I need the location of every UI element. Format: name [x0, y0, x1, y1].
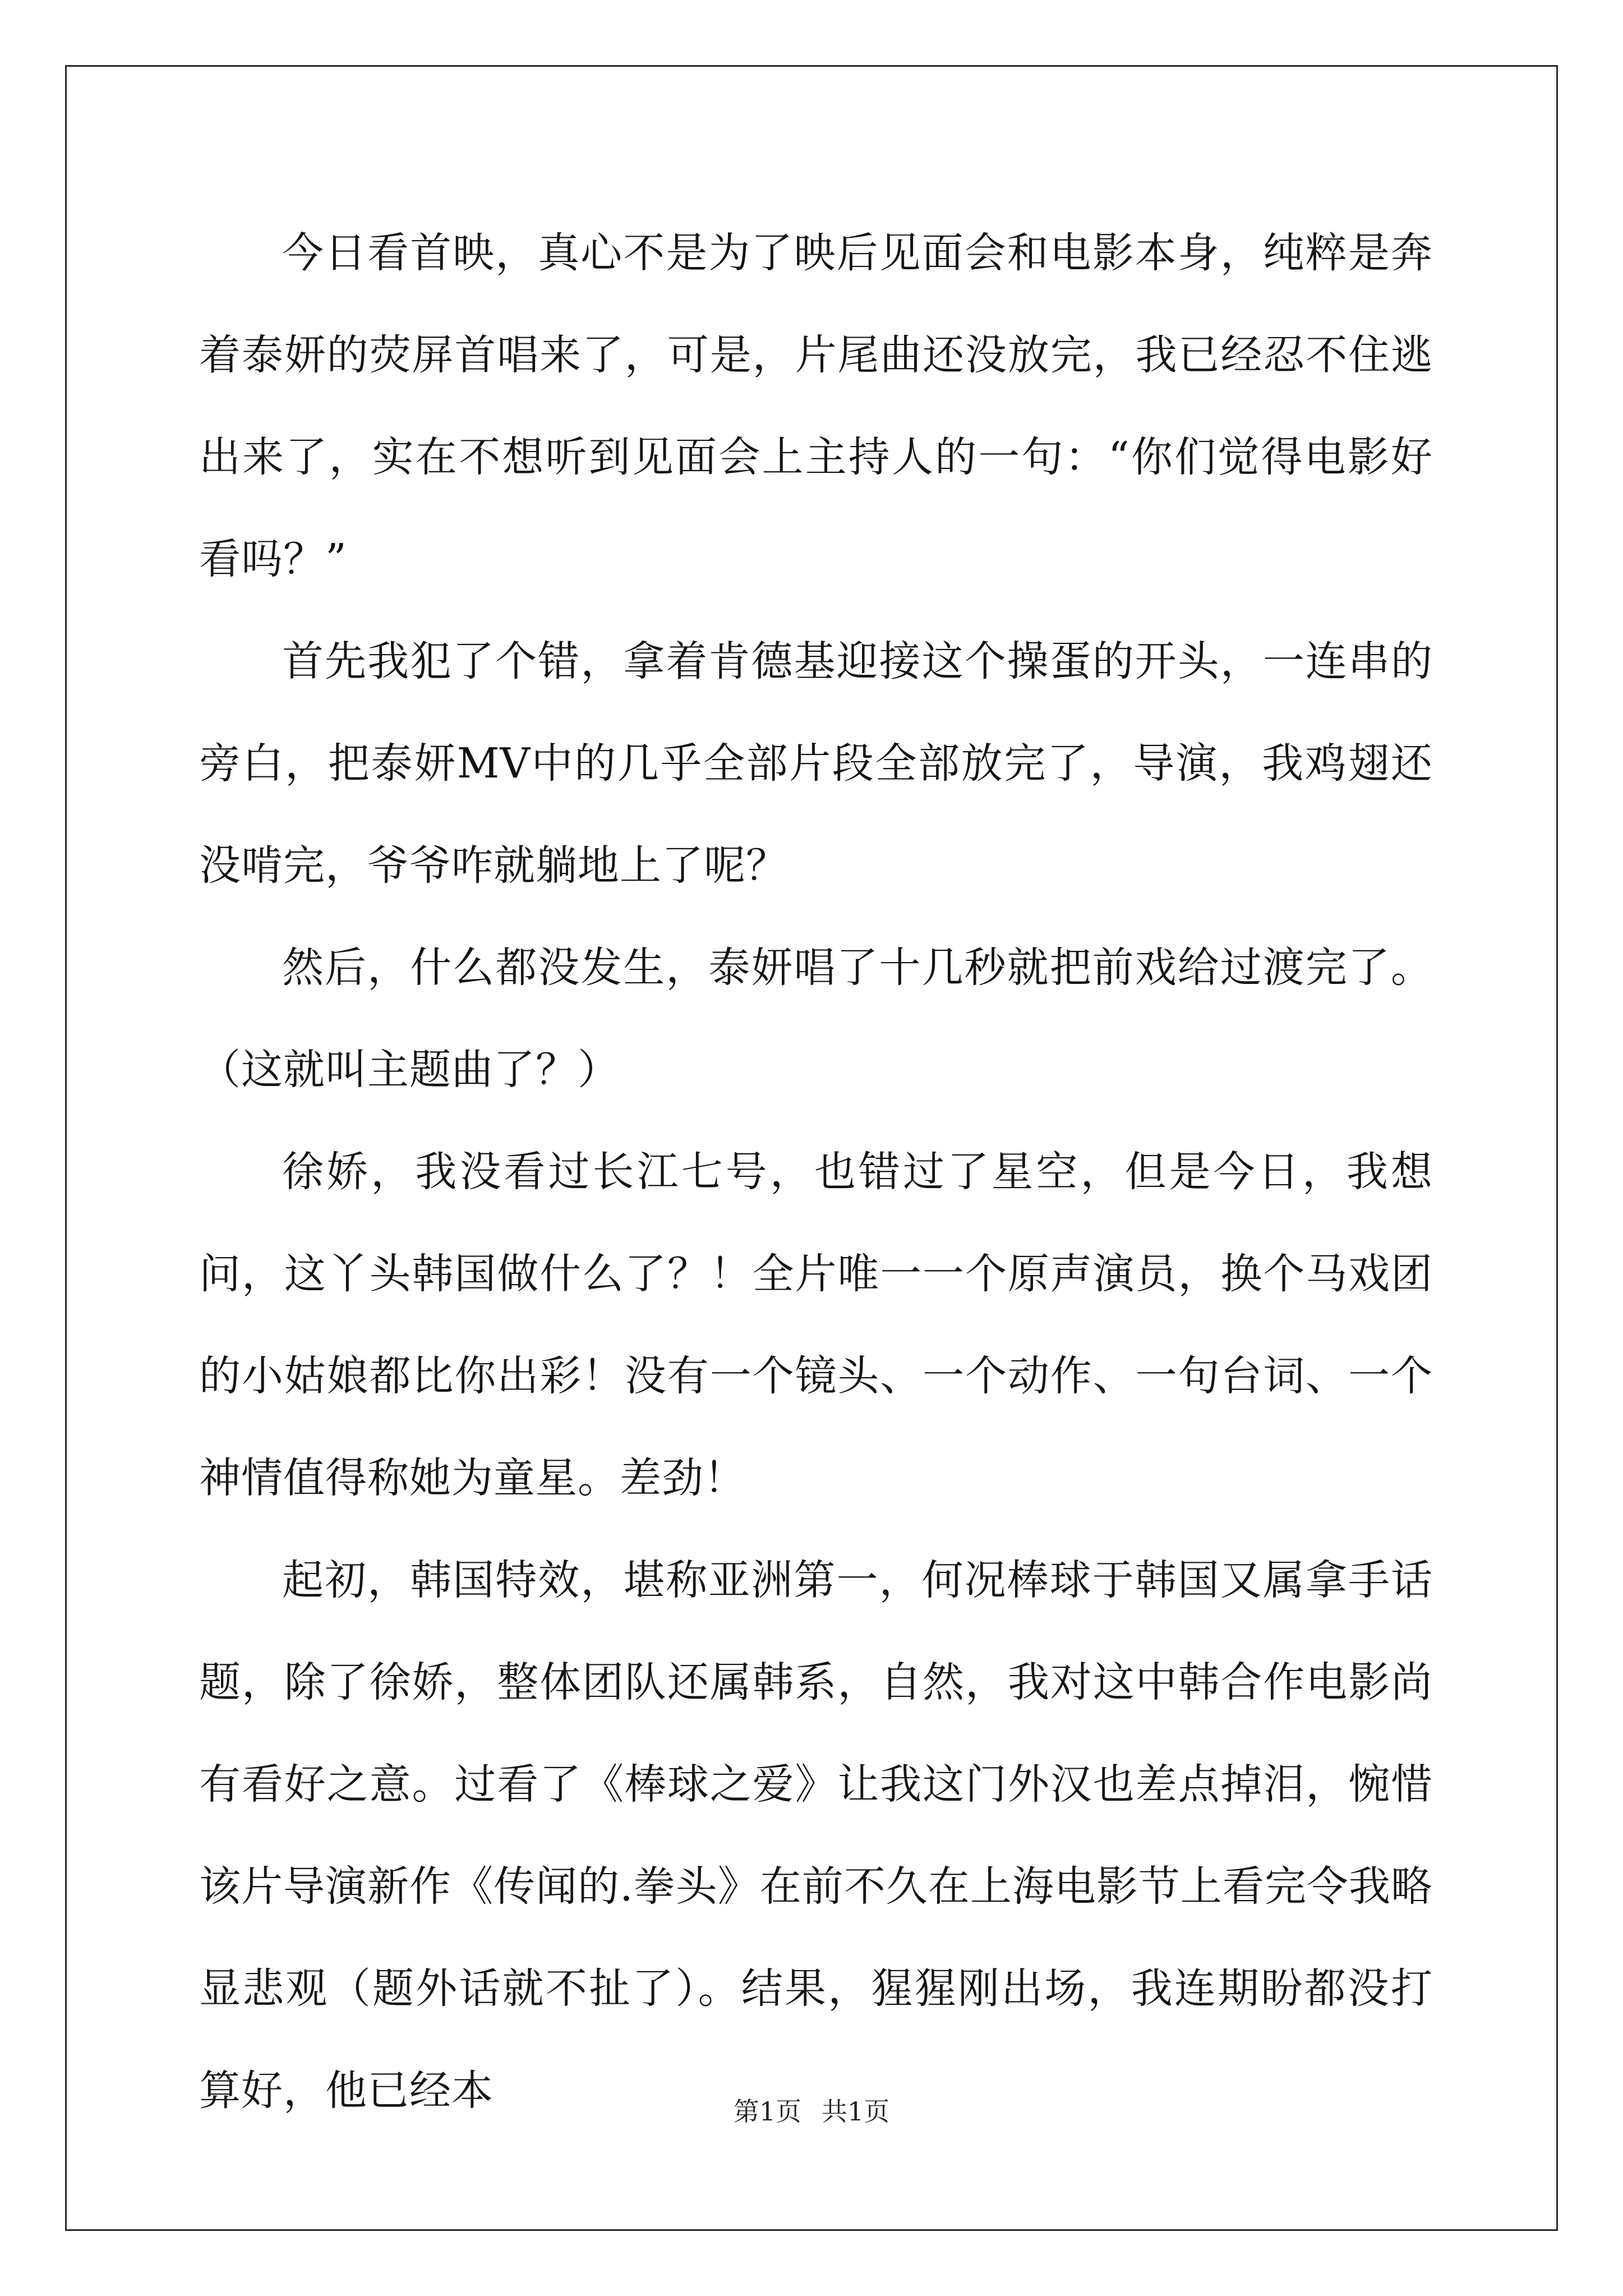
paragraph-5: 起初，韩国特效，堪称亚洲第一，何况棒球于韩国又属拿手话题，除了徐娇，整体团队还属韩系，自然，我对这中韩合作电影尚有看好之意。过看了《棒球之爱》让我这门外汉也差点掉泪，惋惜该片导演新作《传闻的.拳头》在前不久在上海电影节上看完令我略显悲观（题外话就不扯了）。结果，猩猩刚出场，我连期盼都没打算好，他已经本 [199, 1556, 1433, 2115]
paragraph-3: 然后，什么都没发生，泰妍唱了十几秒就把前戏给过渡完了。（这就叫主题曲了？） [199, 944, 1433, 1094]
paragraph-2: 首先我犯了个错，拿着肯德基迎接这个操蛋的开头，一连串的旁白，把泰妍MV中的几乎全部片段全部放完了，导演，我鸡翅还没啃完，爷爷咋就躺地上了呢？ [199, 637, 1433, 890]
paragraph-1: 今日看首映，真心不是为了映后见面会和电影本身，纯粹是奔着泰妍的荧屏首唱来了，可是，片尾曲还没放完，我已经忍不住逃出来了，实在不想听到见面会上主持人的一句：“你们觉得电影好看吗？” [199, 229, 1433, 583]
page-number: 第1页 [733, 2096, 801, 2127]
page-footer [0, 2091, 1623, 2128]
document-body [199, 202, 1433, 2142]
page-total: 共1页 [822, 2096, 890, 2127]
paragraph-4: 徐娇，我没看过长江七号，也错过了星空，但是今日，我想问，这丫头韩国做什么了？！全片唯一一个原声演员，换个马戏团的小姑娘都比你出彩！没有一个镜头、一个动作、一句台词、一个神情值得称她为童星。差劲！ [199, 1148, 1433, 1502]
